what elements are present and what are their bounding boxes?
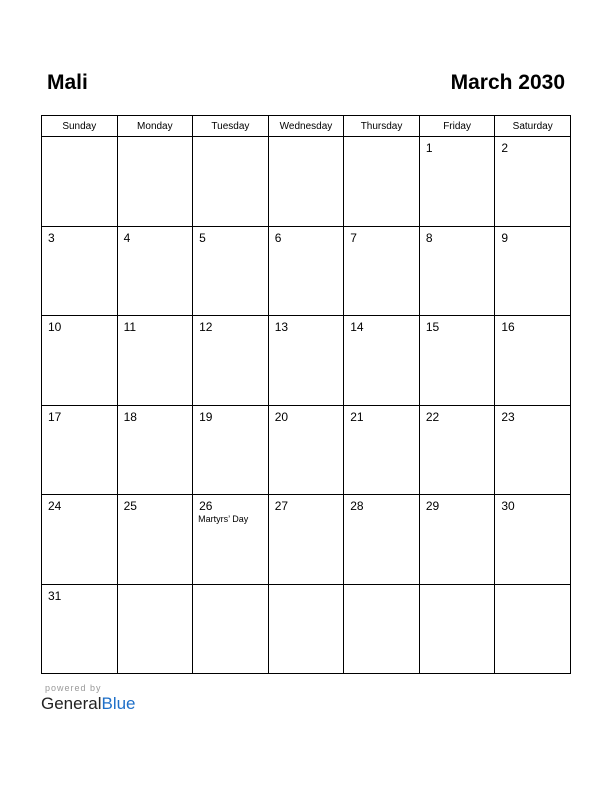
- weekday-thursday: Thursday: [344, 116, 420, 137]
- day-number: 6: [274, 230, 282, 245]
- day-number: [269, 137, 344, 141]
- day-cell: [495, 495, 571, 585]
- day-cell: [495, 137, 571, 227]
- day-cell: [495, 316, 571, 406]
- day-number: 8: [425, 230, 433, 245]
- day-number: 10: [48, 320, 62, 334]
- day-cell: [344, 137, 420, 227]
- day-cell: [193, 316, 269, 406]
- weekday-saturday: Saturday: [495, 116, 571, 137]
- day-cell: [268, 495, 344, 585]
- day-cell: [193, 405, 269, 495]
- day-number: [269, 585, 344, 589]
- month-title: March 2030: [450, 71, 565, 94]
- day-number: [193, 137, 268, 141]
- weekday-tuesday: Tuesday: [193, 116, 269, 137]
- day-number: 31: [48, 588, 62, 603]
- day-cell: [193, 584, 269, 674]
- day-cell: [193, 137, 269, 227]
- day-cell: [344, 226, 420, 316]
- day-number: 25: [123, 499, 137, 513]
- week-row-1: [42, 137, 571, 227]
- day-number: 2: [501, 141, 509, 155]
- day-number: [118, 137, 193, 141]
- day-cell: [268, 137, 344, 227]
- brand-general-text: General: [41, 694, 102, 713]
- day-cell: [42, 137, 118, 227]
- day-cell: [344, 316, 420, 406]
- day-cell: [193, 226, 269, 316]
- day-number: 1: [425, 141, 433, 155]
- day-cell: [117, 584, 193, 674]
- calendar-grid: [41, 115, 571, 674]
- day-cell: [419, 137, 495, 227]
- day-number: 16: [501, 320, 515, 334]
- generalblue-logo[interactable]: [41, 694, 136, 714]
- day-number: [193, 585, 268, 589]
- day-number: 15: [425, 320, 440, 334]
- day-cell: [344, 405, 420, 495]
- day-cell: [117, 405, 193, 495]
- day-cell: [419, 405, 495, 495]
- day-number: 14: [350, 320, 364, 334]
- day-number: 23: [501, 409, 515, 424]
- day-number: 30: [501, 499, 515, 513]
- day-number: 29: [425, 499, 440, 513]
- day-cell: [495, 584, 571, 674]
- day-number: 9: [501, 230, 509, 245]
- week-row-4: [42, 405, 571, 495]
- day-cell: [268, 316, 344, 406]
- holiday-label: Martyrs’ Day: [198, 514, 249, 524]
- brand-blue-text: Blue: [101, 694, 136, 713]
- day-cell: [117, 495, 193, 585]
- week-row-5: [42, 495, 571, 585]
- powered-by-text: powered by: [45, 683, 102, 693]
- day-cell-holiday: [193, 495, 269, 585]
- day-cell: [42, 584, 118, 674]
- day-number: 17: [48, 409, 62, 424]
- day-cell: [117, 137, 193, 227]
- day-number: 22: [425, 409, 440, 424]
- day-number: 28: [350, 499, 364, 513]
- day-number: 4: [123, 230, 131, 245]
- day-cell: [268, 584, 344, 674]
- day-cell: [344, 495, 420, 585]
- day-number: 27: [274, 499, 289, 513]
- day-number: 20: [274, 409, 289, 424]
- day-cell: [419, 226, 495, 316]
- day-number: 13: [274, 320, 289, 334]
- weekday-sunday: Sunday: [42, 116, 118, 137]
- day-number: [344, 585, 419, 589]
- day-number: 5: [199, 230, 206, 245]
- day-cell: [42, 316, 118, 406]
- day-number: 24: [48, 499, 62, 513]
- day-cell: [268, 226, 344, 316]
- day-number: [42, 137, 117, 141]
- weekday-wednesday: Wednesday: [268, 116, 344, 137]
- day-cell: [42, 405, 118, 495]
- day-cell: [419, 495, 495, 585]
- day-cell: [344, 584, 420, 674]
- weekday-friday: Friday: [419, 116, 495, 137]
- week-row-3: [42, 316, 571, 406]
- day-number: [118, 585, 193, 589]
- day-cell: [495, 226, 571, 316]
- day-number: 3: [48, 230, 55, 245]
- weekday-header-row: [42, 116, 571, 137]
- week-row-6: [42, 584, 571, 674]
- weekday-monday: Monday: [117, 116, 193, 137]
- day-cell: [42, 226, 118, 316]
- day-number: 19: [199, 409, 213, 424]
- day-number: 11: [123, 320, 137, 334]
- day-number: 21: [350, 409, 364, 424]
- day-number: 7: [350, 230, 357, 245]
- day-number: [495, 585, 570, 589]
- day-cell: [42, 495, 118, 585]
- day-number: 18: [123, 409, 137, 424]
- day-number: 26: [199, 499, 213, 513]
- day-cell: [117, 316, 193, 406]
- day-number: [420, 585, 495, 589]
- country-title: Mali: [47, 71, 88, 94]
- day-cell: [419, 316, 495, 406]
- day-cell: [495, 405, 571, 495]
- day-number: [344, 137, 419, 141]
- day-cell: [268, 405, 344, 495]
- day-cell: [117, 226, 193, 316]
- day-number: 12: [199, 320, 213, 334]
- day-cell: [419, 584, 495, 674]
- week-row-2: [42, 226, 571, 316]
